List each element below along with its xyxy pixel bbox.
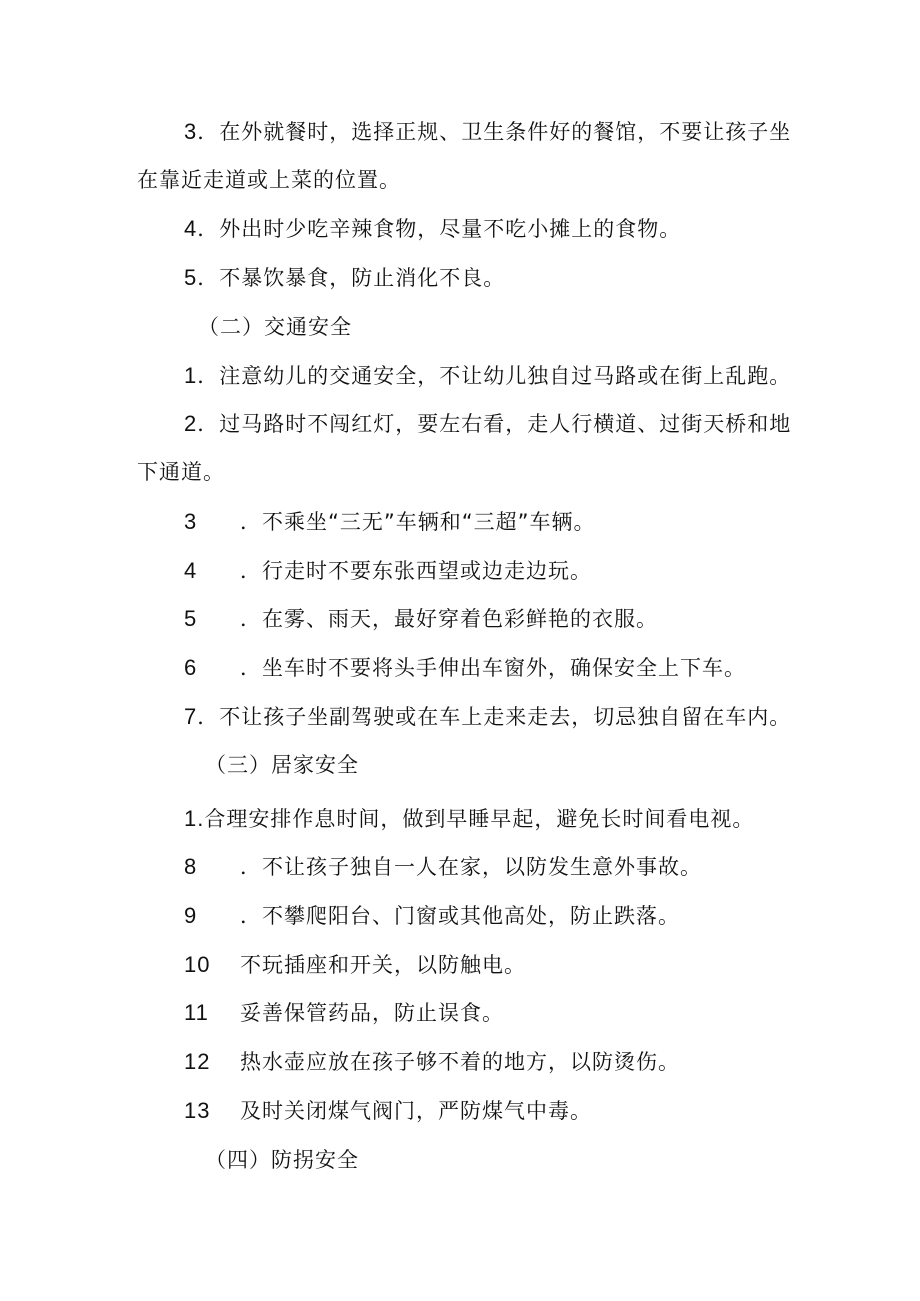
item-text: ．在雾、雨天，最好穿着色彩鲜艳的衣服。 — [240, 607, 658, 631]
traffic-item-2-continuation — [137, 458, 225, 486]
item-text: ．注意幼儿的交通安全，不让幼儿独自过马路或在街上乱跑。 — [197, 364, 792, 388]
home-item-9 — [184, 902, 680, 930]
item-number: 10 — [184, 952, 211, 977]
home-item-13 — [184, 1097, 592, 1125]
item-text: ．不乘坐“三无”车辆和“三超”车辆。 — [240, 510, 596, 534]
home-heading: （三）居家安全 — [205, 753, 359, 777]
food-item-3 — [184, 118, 791, 146]
item-text: 妥善保管药品，防止误食。 — [240, 1001, 504, 1025]
abduction-heading: （四）防拐安全 — [205, 1148, 359, 1172]
item-number: 4 — [184, 216, 198, 241]
food-item-3-continuation — [137, 166, 401, 194]
traffic-item-2 — [184, 410, 791, 438]
traffic-heading: （二）交通安全 — [198, 315, 352, 339]
item-number: 13 — [184, 1098, 211, 1123]
item-number: 1 — [184, 363, 198, 388]
item-text: 合理安排作息时间，做到早睡早起，避免长时间看电视。 — [204, 807, 755, 831]
item-text: 热水壶应放在孩子够不着的地方，以防烫伤。 — [240, 1050, 680, 1074]
item-number: 9 — [184, 903, 198, 928]
item-text: ．在外就餐时，选择正规、卫生条件好的餐馆，不要让孩子坐 — [197, 120, 792, 144]
item-number: 1. — [184, 806, 205, 831]
item-text: 及时关闭煤气阀门，严防煤气中毒。 — [240, 1099, 592, 1123]
home-item-10 — [184, 951, 526, 979]
traffic-item-6 — [184, 654, 746, 682]
item-text: ．不暴饮暴食，防止消化不良。 — [197, 266, 506, 290]
item-number: 3 — [184, 509, 198, 534]
item-number: 5 — [184, 606, 198, 631]
item-text: 在靠近走道或上菜的位置。 — [137, 168, 401, 192]
item-number: 5 — [184, 265, 198, 290]
item-number: 8 — [184, 854, 198, 879]
item-text: 下通道。 — [137, 460, 225, 484]
food-item-4 — [184, 215, 681, 243]
home-item-1 — [184, 805, 754, 833]
home-item-11 — [184, 999, 504, 1027]
traffic-item-3 — [184, 508, 596, 536]
home-item-8 — [184, 853, 702, 881]
item-text: ．坐车时不要将头手伸出车窗外，确保安全上下车。 — [240, 656, 746, 680]
item-text: ．外出时少吃辛辣食物，尽量不吃小摊上的食物。 — [197, 217, 682, 241]
item-number: 3 — [184, 119, 198, 144]
item-number: 4 — [184, 558, 198, 583]
traffic-item-4 — [184, 557, 592, 585]
item-number: 11 — [184, 1000, 209, 1025]
item-number: 7 — [184, 704, 198, 729]
traffic-item-5 — [184, 605, 658, 633]
item-text: ．行走时不要东张西望或边走边玩。 — [240, 559, 592, 583]
traffic-item-1 — [184, 362, 791, 390]
home-item-12 — [184, 1048, 680, 1076]
item-text: ．过马路时不闯红灯，要左右看，走人行横道、过街天桥和地 — [197, 412, 792, 436]
item-number: 12 — [184, 1049, 211, 1074]
food-item-5 — [184, 264, 505, 292]
item-text: ．不攀爬阳台、门窗或其他高处，防止跌落。 — [240, 904, 680, 928]
item-text: ．不让孩子坐副驾驶或在车上走来走去，切忌独自留在车内。 — [197, 705, 792, 729]
item-text: 不玩插座和开关，以防触电。 — [240, 953, 526, 977]
item-number: 6 — [184, 655, 198, 680]
traffic-item-7 — [184, 703, 791, 731]
item-text: ．不让孩子独自一人在家，以防发生意外事故。 — [240, 855, 702, 879]
item-number: 2 — [184, 411, 198, 436]
